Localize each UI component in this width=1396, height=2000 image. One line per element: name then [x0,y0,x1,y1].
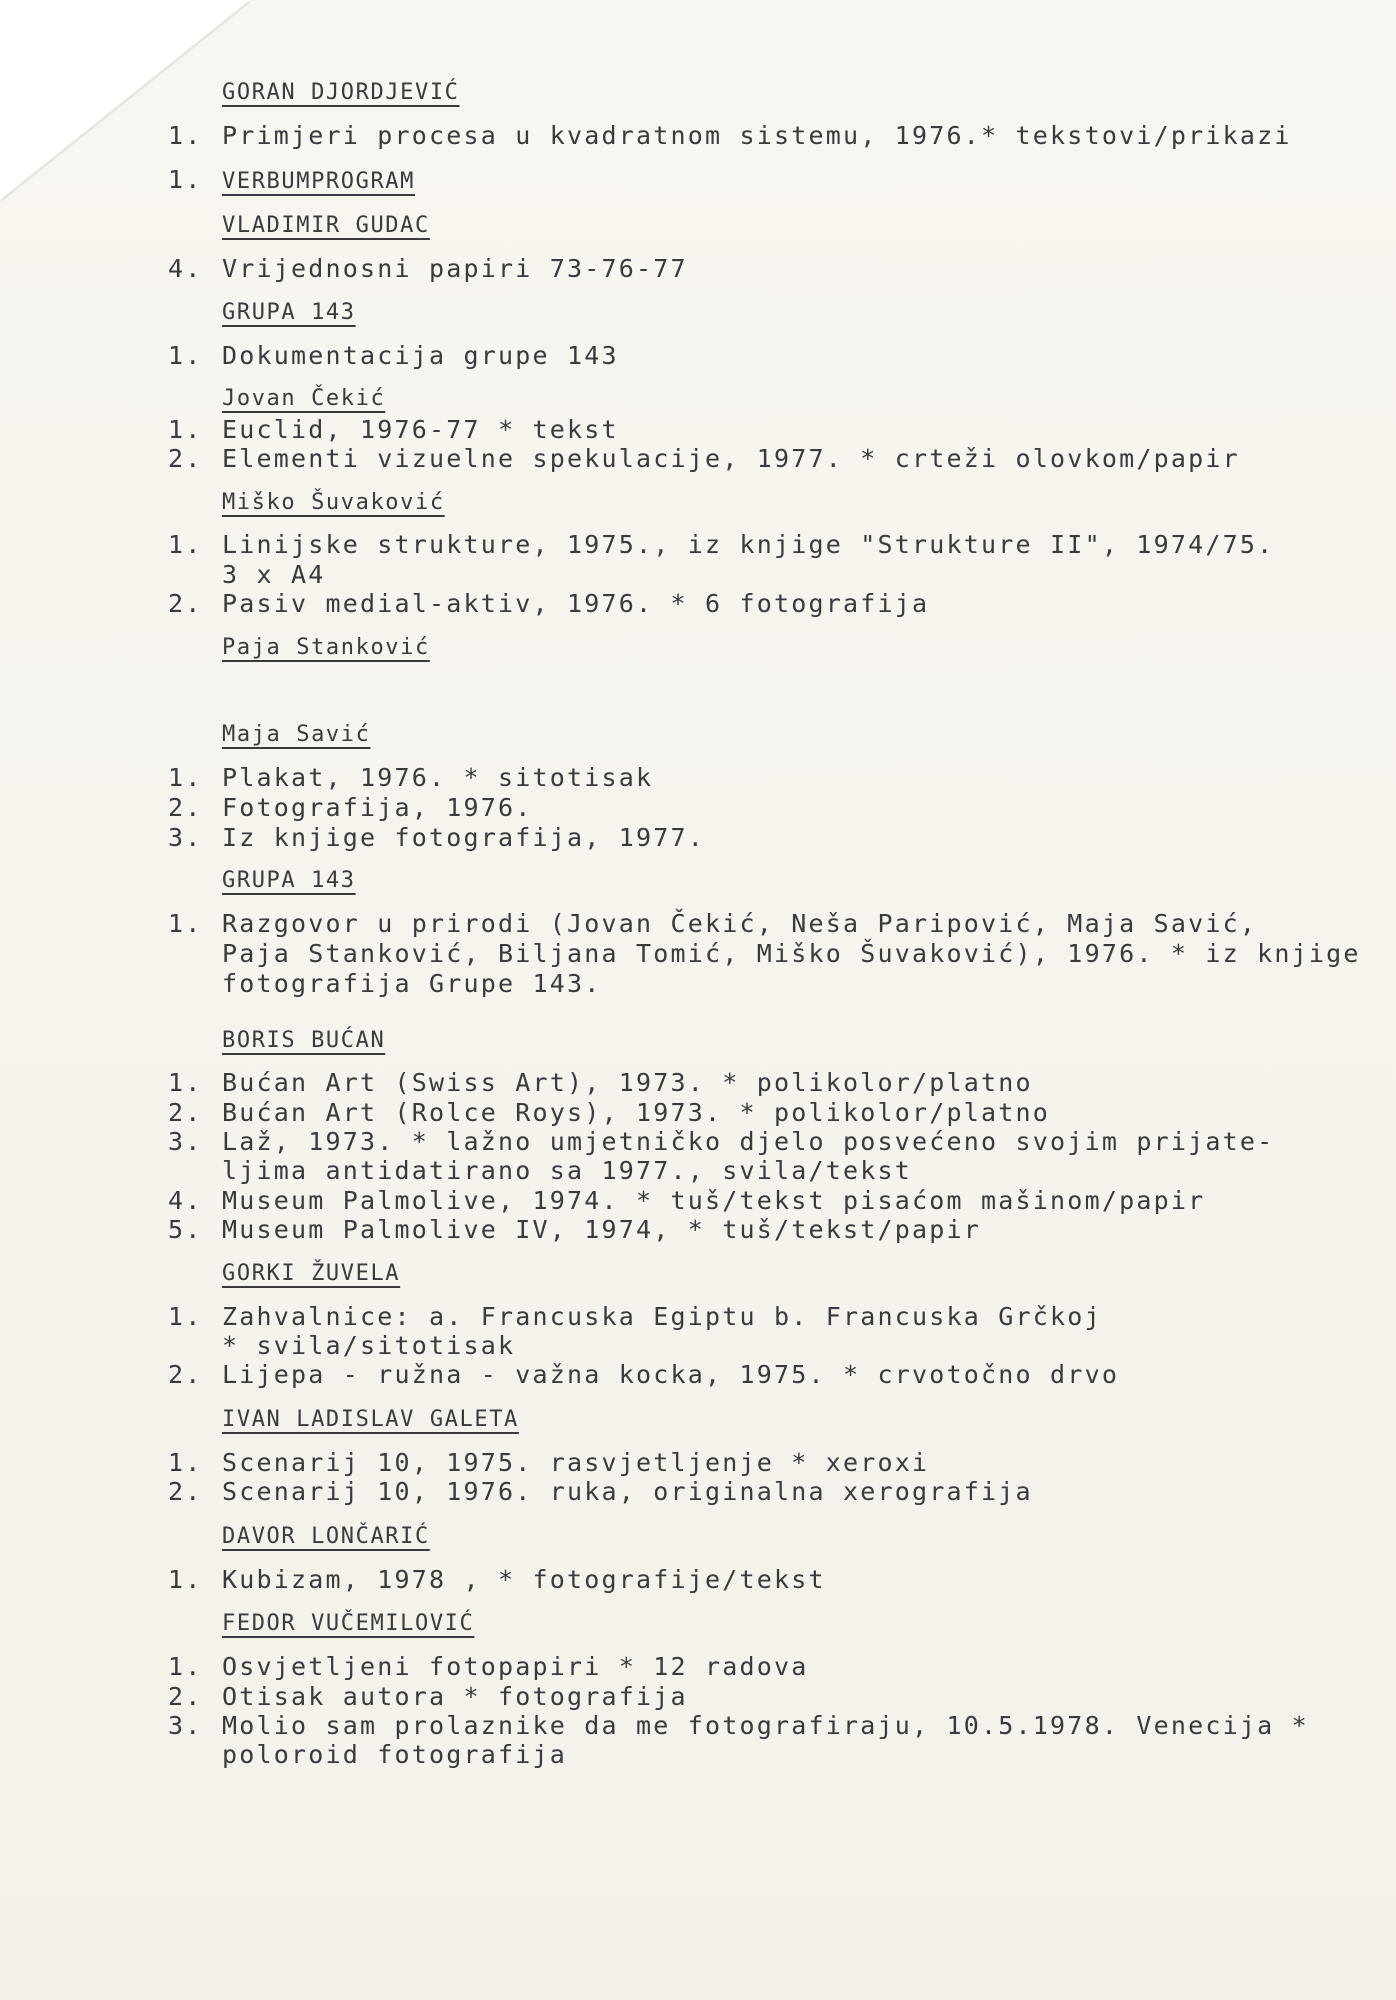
list-item: Laž, 1973. * lažno umjetničko djelo posvećeno svojim prijate- [222,1127,1275,1156]
item-number: 1. [168,1068,203,1097]
list-item-continuation: poloroid fotografija [222,1740,568,1769]
list-item-continuation: 3 x A4 [222,560,326,589]
section-heading: Maja Savić [222,722,371,747]
item-number: 1. [168,763,203,792]
list-item: Fotografija, 1976. [222,793,533,822]
section-heading: Miško Šuvaković [222,490,445,515]
list-item: Pasiv medial-aktiv, 1976. * 6 fotografija [222,589,930,618]
section-heading: Paja Stanković [222,635,430,660]
item-number: 1. [168,415,203,444]
list-item: Vrijednosni papiri 73-76-77 [222,254,688,283]
list-item: Lijepa - ružna - važna kocka, 1975. * crvotočno drvo [222,1360,1120,1389]
section-heading: GORKI ŽUVELA [222,1261,401,1286]
item-number: 2. [168,1682,203,1711]
item-number: 2. [168,793,203,822]
section-heading: GRUPA 143 [222,868,356,893]
section-heading: IVAN LADISLAV GALETA [222,1407,519,1432]
list-item-continuation: ljima antidatirano sa 1977., svila/tekst [222,1156,913,1185]
item-number: 5. [168,1215,203,1244]
section-heading: Jovan Čekić [222,386,386,411]
list-item: Razgovor u prirodi (Jovan Čekić, Neša Paripović, Maja Savić, [222,909,1258,938]
item-number: 4. [168,254,203,283]
item-number: 1. [168,121,203,150]
item-number: 3. [168,823,203,852]
item-number: 1. [168,909,203,938]
list-item: Iz knjige fotografija, 1977. [222,823,706,852]
item-number: 1. [168,165,203,194]
list-item: Kubizam, 1978 , * fotografije/tekst [222,1565,826,1594]
list-item: Osvjetljeni fotopapiri * 12 radova [222,1652,809,1681]
list-item-continuation: * svila/sitotisak [222,1331,516,1360]
list-item: Linijske strukture, 1975., iz knjige "Strukture II", 1974/75. [222,530,1275,559]
list-item: Euclid, 1976-77 * tekst [222,415,619,444]
list-item: Elementi vizuelne spekulacije, 1977. * crteži olovkom/papir [222,444,1240,473]
item-number: 1. [168,341,203,370]
item-number: 1. [168,1448,203,1477]
list-item: Bućan Art (Rolce Roys), 1973. * polikolor/platno [222,1098,1051,1127]
list-item: Scenarij 10, 1975. rasvjetljenje * xeroxi [222,1448,930,1477]
list-item: Museum Palmolive IV, 1974, * tuš/tekst/papir [222,1215,982,1244]
item-number: 2. [168,1098,203,1127]
item-number: 4. [168,1186,203,1215]
item-number: 2. [168,1477,203,1506]
section-heading: VERBUMPROGRAM [222,169,415,194]
list-item-continuation: fotografija Grupe 143. [222,969,602,998]
item-number: 3. [168,1127,203,1156]
section-heading: VLADIMIR GUDAC [222,213,430,238]
item-number: 2. [168,589,203,618]
list-item: Primjeri procesa u kvadratnom sistemu, 1976.* tekstovi/prikazi [222,121,1292,150]
list-item: Plakat, 1976. * sitotisak [222,763,654,792]
item-number: 1. [168,1565,203,1594]
item-number: 3. [168,1711,203,1740]
item-number: 1. [168,1302,203,1331]
section-heading: FEDOR VUČEMILOVIĆ [222,1611,475,1636]
list-item: Molio sam prolaznike da me fotografiraju, 10.5.1978. Venecija * [222,1711,1309,1740]
section-heading: GRUPA 143 [222,300,356,325]
list-item: Museum Palmolive, 1974. * tuš/tekst pisaćom mašinom/papir [222,1186,1206,1215]
folded-corner [0,0,250,200]
section-heading: DAVOR LONČARIĆ [222,1524,430,1549]
item-number: 2. [168,1360,203,1389]
item-number: 1. [168,1652,203,1681]
item-number: 1. [168,530,203,559]
list-item: Otisak autora * fotografija [222,1682,688,1711]
list-item: Scenarij 10, 1976. ruka, originalna xerografija [222,1477,1033,1506]
list-item: Zahvalnice: a. Francuska Egiptu b. Francuska Grčkoj [222,1302,1102,1331]
list-item-continuation: Paja Stanković, Biljana Tomić, Miško Šuvaković), 1976. * iz knjige [222,939,1361,968]
list-item: Bućan Art (Swiss Art), 1973. * polikolor/platno [222,1068,1033,1097]
section-heading: GORAN DJORDJEVIĆ [222,80,460,105]
item-number: 2. [168,444,203,473]
list-item: Dokumentacija grupe 143 [222,341,619,370]
section-heading: BORIS BUĆAN [222,1028,386,1053]
